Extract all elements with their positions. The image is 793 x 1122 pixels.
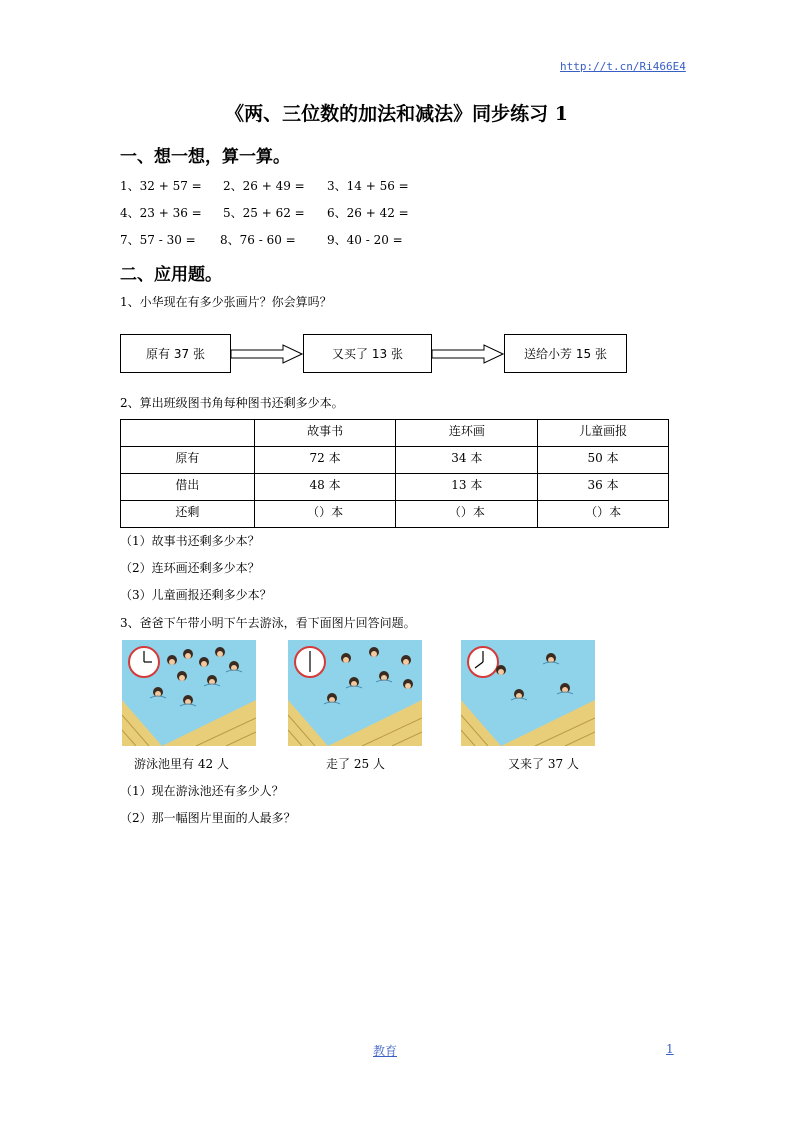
table-cell: （）本 (254, 501, 396, 528)
question-3-sub-2: （2）那一幅图片里面的人最多？ (120, 811, 296, 825)
header-url-link[interactable]: http://t.cn/Ri466E4 (560, 60, 686, 73)
pool-caption-3: 又来了 37 人 (508, 757, 579, 771)
table-header-cell: 故事书 (254, 420, 396, 447)
arrow-icon (231, 344, 303, 364)
table-cell: 50 本 (538, 447, 669, 474)
table-row (121, 501, 669, 528)
question-2-sub-2: （2）连环画还剩多少本？ (120, 561, 260, 575)
question-2-sub-3: （3）儿童画报还剩多少本？ (120, 588, 272, 602)
table-header-cell: 连环画 (396, 420, 538, 447)
flow-box-given-label: 送给小芳 15 张 (524, 347, 607, 361)
exercise-8: 8、76 - 60 = (220, 233, 296, 247)
exercise-1: 1、32 + 57 = (120, 179, 202, 193)
arrow-icon (432, 344, 504, 364)
exercise-5: 5、25 + 62 = (223, 206, 305, 220)
table-cell: （）本 (538, 501, 669, 528)
table-cell: 48 本 (254, 474, 396, 501)
flow-box-bought (303, 334, 432, 373)
table-row (121, 447, 669, 474)
question-3-text: 3、爸爸下午带小明下午去游泳，看下面图片回答问题。 (120, 616, 416, 630)
pool-caption-2: 走了 25 人 (326, 757, 385, 771)
exercise-3: 3、14 + 56 = (327, 179, 409, 193)
exercise-9: 9、40 - 20 = (327, 233, 403, 247)
page-title: 《两、三位数的加法和减法》同步练习 1 (225, 103, 568, 125)
table-row-label: 原有 (121, 447, 255, 474)
table-cell (121, 420, 255, 447)
page-number: 1 (666, 1042, 674, 1056)
table-cell: 34 本 (396, 447, 538, 474)
exercise-2: 2、26 + 49 = (223, 179, 305, 193)
exercise-7: 7、57 - 30 = (120, 233, 196, 247)
table-row-label: 还剩 (121, 501, 255, 528)
table-cell: 13 本 (396, 474, 538, 501)
exercise-row-3 (120, 231, 520, 247)
question-1-text: 1、小华现在有多少张画片？你会算吗？ (120, 295, 332, 309)
exercise-row-1 (120, 177, 520, 193)
table-header-cell: 儿童画报 (538, 420, 669, 447)
pool-caption-1: 游泳池里有 42 人 (134, 757, 229, 771)
table-row-label: 借出 (121, 474, 255, 501)
table-row (121, 474, 669, 501)
section2-heading: 二、应用题。 (120, 265, 222, 285)
pool-picture-2 (288, 640, 422, 746)
exercise-4: 4、23 + 36 = (120, 206, 202, 220)
table-header-row (121, 420, 669, 447)
footer-link[interactable]: 教育 (373, 1044, 398, 1058)
table-cell: 72 本 (254, 447, 396, 474)
exercise-6: 6、26 + 42 = (327, 206, 409, 220)
pool-picture-1 (122, 640, 256, 746)
flow-box-original-label: 原有 37 张 (146, 347, 205, 361)
flow-box-bought-label: 又买了 13 张 (332, 347, 403, 361)
table-cell: 36 本 (538, 474, 669, 501)
question-2-text: 2、算出班级图书角每种图书还剩多少本。 (120, 396, 344, 410)
pool-picture-3 (461, 640, 595, 746)
question-2-sub-1: （1）故事书还剩多少本？ (120, 534, 260, 548)
book-table (120, 419, 669, 528)
flow-box-original (120, 334, 231, 373)
question-3-sub-1: （1）现在游泳池还有多少人？ (120, 784, 284, 798)
exercise-row-2 (120, 204, 520, 220)
flow-box-given (504, 334, 627, 373)
section1-heading: 一、想一想，算一算。 (120, 147, 290, 167)
table-cell: （）本 (396, 501, 538, 528)
